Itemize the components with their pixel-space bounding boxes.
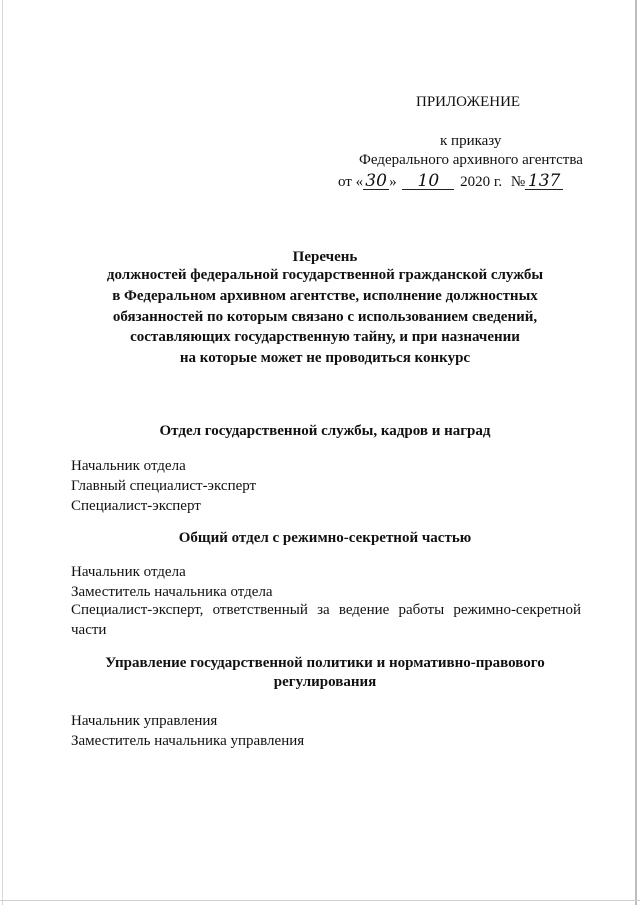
- list-item: Заместитель начальника отдела: [71, 584, 273, 600]
- date-mid: »: [389, 174, 397, 190]
- section-title-line-2: регулирования: [273, 674, 377, 690]
- agency-name: Федерального архивного агентства: [359, 152, 583, 168]
- list-item: Начальник управления: [71, 713, 218, 729]
- section-title: Отдел государственной службы, кадров и наград: [159, 423, 491, 439]
- title-line-4: составляющих государственную тайну, и при назначении: [130, 329, 520, 345]
- scan-edge-left: [2, 0, 3, 905]
- list-item: Специалист-эксперт, ответственный за ведение работы режимно-секретной: [71, 602, 581, 618]
- section-title-line-1: Управление государственной политики и нормативно-правового: [105, 655, 545, 671]
- scan-edge-bottom: [0, 900, 640, 901]
- title-line-1: должностей федеральной государственной гражданской службы: [106, 267, 544, 283]
- title-line-3: обязанностей по которым связано с использованием сведений,: [112, 309, 538, 325]
- order-month: 10: [402, 173, 454, 190]
- list-item: Начальник отдела: [71, 458, 186, 474]
- order-day: 30: [363, 173, 389, 190]
- list-item: Специалист-эксперт: [71, 498, 201, 514]
- appendix-label: ПРИЛОЖЕНИЕ: [416, 94, 521, 110]
- section-title: Общий отдел с режимно-секретной частью: [178, 530, 472, 546]
- scan-edge-right: [635, 0, 637, 905]
- list-item: Начальник отдела: [71, 564, 186, 580]
- order-year: 2020 г.: [460, 174, 503, 190]
- list-item: Заместитель начальника управления: [71, 733, 305, 749]
- order-date-line: [338, 173, 563, 191]
- to-order-label: к приказу: [440, 133, 502, 149]
- title-line-2: в Федеральном архивном агентстве, исполнение должностных: [112, 288, 538, 304]
- title-line-5: на которые может не проводиться конкурс: [179, 350, 471, 366]
- number-label: №: [510, 174, 526, 190]
- document-heading: Перечень: [292, 249, 358, 265]
- date-prefix: от «: [338, 174, 364, 190]
- order-number: 137: [525, 173, 563, 190]
- list-item: Главный специалист-эксперт: [71, 478, 257, 494]
- list-item: части: [71, 622, 107, 638]
